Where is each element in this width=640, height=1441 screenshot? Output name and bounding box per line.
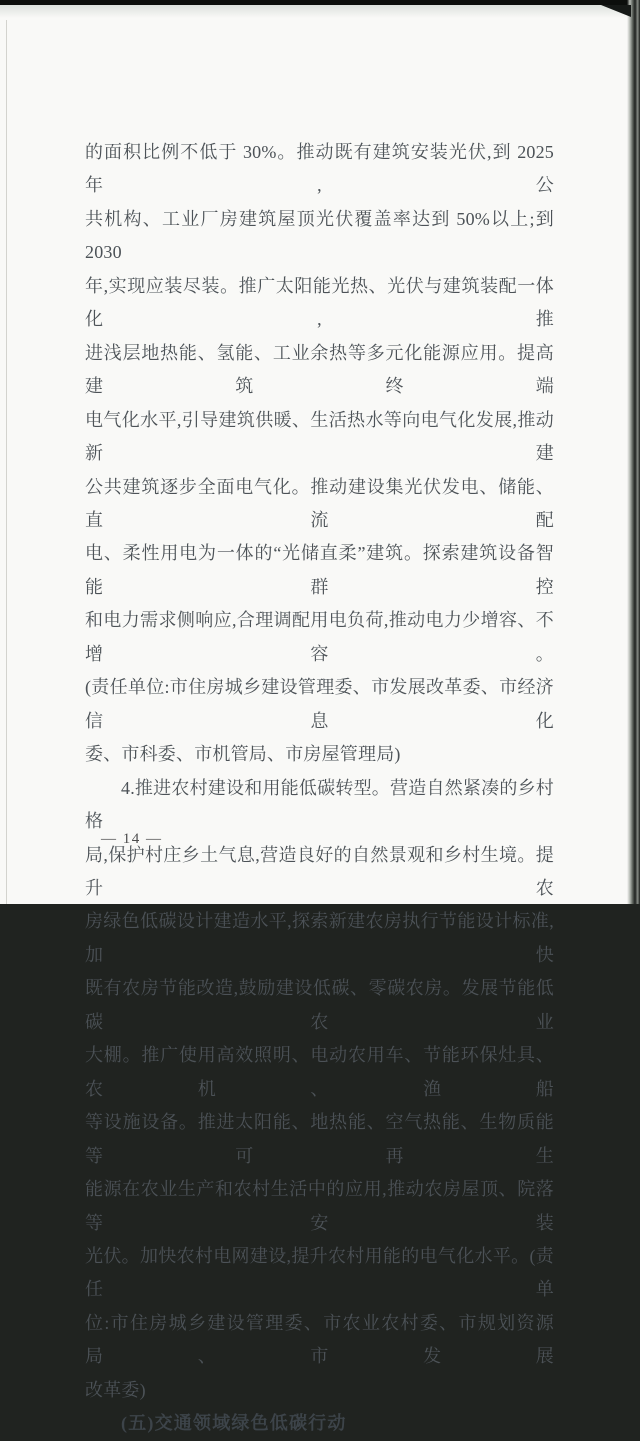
text-line: 进浅层地热能、氢能、工业余热等多元化能源应用。提高建筑终端: [85, 342, 554, 397]
text-block: [85, 136, 554, 1441]
scan-shadow-top: [0, 5, 640, 18]
text-line: 房绿色低碳设计建造水平,探索新建农房执行节能设计标准,加快: [85, 911, 554, 965]
scan-edge-right: [627, 0, 640, 904]
page-left-crease: [6, 20, 7, 904]
text-line: 电、柔性用电为一体的“光储直柔”建筑。探索建筑设备智能群控: [85, 543, 554, 597]
text-line: 光伏。加快农村电网建设,提升农村用能的电气化水平。(责任单: [85, 1245, 554, 1300]
text-line: 既有农房节能改造,鼓励建设低碳、零碳农房。发展节能低碳农业: [85, 978, 554, 1032]
text-line: 年,实现应装尽装。推广太阳能光热、光伏与建筑装配一体化,推: [85, 275, 554, 330]
text-line: (五)交通领域绿色低碳行动: [121, 1413, 347, 1434]
text-line: 委、市科委、市机管局、市房屋管理局): [85, 744, 401, 765]
text-line: 4.推进农村建设和用能低碳转型。营造自然紧凑的乡村格: [85, 777, 554, 832]
scan-corner-top-right: [601, 5, 631, 17]
text-line: 的面积比例不低于 30%。推动既有建筑安装光伏,到 2025 年,公: [85, 142, 554, 196]
page-number: — 14 —: [101, 831, 163, 847]
paragraph: [85, 136, 554, 772]
text-line: 共机构、工业厂房建筑屋顶光伏覆盖率达到 50%以上;到 2030: [85, 208, 554, 263]
section-heading: [85, 1407, 554, 1440]
text-line: 局,保护村庄乡土气息,营造良好的自然景观和乡村生境。提升农: [85, 844, 554, 898]
paragraph: [85, 772, 554, 1408]
text-line: 大棚。推广使用高效照明、电动农用车、节能环保灶具、农机、渔船: [85, 1045, 554, 1099]
text-line: 和电力需求侧响应,合理调配用电负荷,推动电力少增容、不增容。: [85, 610, 554, 664]
document-page: [0, 4, 631, 1434]
text-line: 公共建筑逐步全面电气化。推动建设集光伏发电、储能、直流配: [85, 476, 554, 530]
text-line: (责任单位:市住房城乡建设管理委、市发展改革委、市经济信息化: [85, 677, 554, 731]
text-line: 等设施设备。推进太阳能、地热能、空气热能、生物质能等可再生: [85, 1112, 554, 1166]
text-line: 电气化水平,引导建筑供暖、生活热水等向电气化发展,推动新建: [85, 409, 554, 464]
text-line: 位:市住房城乡建设管理委、市农业农村委、市规划资源局、市发展: [85, 1312, 554, 1367]
text-line: 能源在农业生产和农村生活中的应用,推动农房屋顶、院落等安装: [85, 1179, 554, 1233]
text-line: 改革委): [85, 1379, 146, 1400]
